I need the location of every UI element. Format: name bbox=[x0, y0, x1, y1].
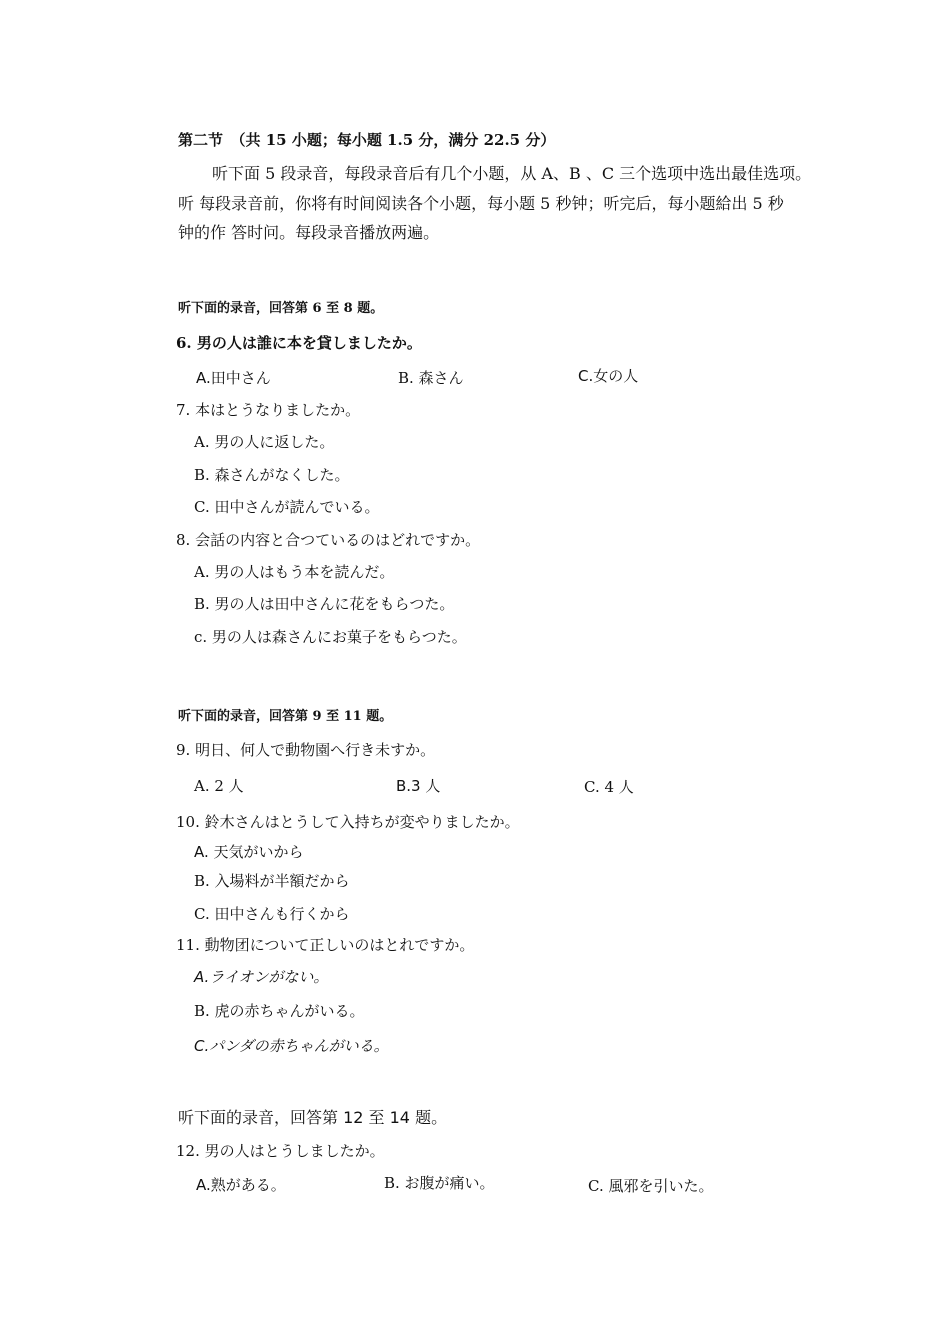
option-b: B. 虎の赤ちゃんがいる。 bbox=[194, 1002, 365, 1020]
option-c: C.パンダの赤ちゃんがいる。 bbox=[194, 1037, 389, 1055]
question-stem: 9. 明日、何人で動物園へ行き未すか。 bbox=[176, 741, 436, 759]
option-c: C. 4 人 bbox=[584, 778, 634, 796]
intro-line-2: 听 每段录音前，你将有时间阅读各个小题，每小题 5 秒钟；听完后，每小题給出 5 秒 bbox=[178, 194, 784, 213]
group-header: 听下面的录音，回答第 12 至 14 题。 bbox=[178, 1108, 448, 1127]
intro-line-3: 钟的作 答时问。每段录音播放两遍。 bbox=[178, 223, 440, 242]
question-stem: 12. 男の人はとうしましたか。 bbox=[176, 1142, 385, 1160]
option-a: A. 天気がいから bbox=[194, 843, 304, 861]
question-stem: 6. 男の人は誰に本を貸しましたか。 bbox=[176, 334, 422, 352]
question-stem: 7. 本はとうなりましたか。 bbox=[176, 401, 361, 419]
option-c: C.女の人 bbox=[578, 367, 639, 385]
option-c: c. 男の人は森さんにお菓子をもらつた。 bbox=[194, 628, 467, 646]
section-title: 第二节 （共 15 小题；每小题 1.5 分，满分 22.5 分） bbox=[178, 131, 556, 149]
option-c: C. 田中さんが読んでいる。 bbox=[194, 498, 380, 516]
option-b: B. お腹が痛い。 bbox=[384, 1174, 495, 1192]
group-header: 听下面的录音，回答第 9 至 11 题。 bbox=[178, 709, 393, 724]
option-b: B. 男の人は田中さんに花をもらつた。 bbox=[194, 595, 455, 613]
option-c: C. 風邪を引いた。 bbox=[588, 1177, 714, 1195]
option-b: B.3 人 bbox=[396, 777, 441, 795]
option-b: B. 入場料が半額だから bbox=[194, 872, 350, 890]
option-a: A.田中さん bbox=[196, 369, 271, 387]
option-a: A.ライオンがない。 bbox=[194, 968, 329, 986]
intro-line-1: 听下面 5 段录音，每段录音后有几个小题，从 A、B 、C 三个选项中选出最佳选项。 bbox=[212, 164, 812, 183]
option-a: A.熟がある。 bbox=[196, 1176, 286, 1194]
option-a: A. 男の人に返した。 bbox=[194, 433, 335, 451]
question-stem: 8. 会話の内容と合つているのはどれですか。 bbox=[176, 531, 481, 549]
question-stem: 11. 動物团について正しいのはとれですか。 bbox=[176, 936, 475, 954]
option-c: C. 田中さんも行くから bbox=[194, 905, 350, 923]
group-header: 听下面的录音，回答第 6 至 8 题。 bbox=[178, 301, 384, 316]
option-a: A. 2 人 bbox=[194, 777, 244, 795]
option-b: B. 森さん bbox=[398, 369, 464, 387]
option-b: B. 森さんがなくした。 bbox=[194, 466, 350, 484]
option-a: A. 男の人はもう本を読んだ。 bbox=[194, 563, 395, 581]
question-stem: 10. 鈴木さんはとうして入持ちが変やりましたか。 bbox=[176, 813, 520, 831]
